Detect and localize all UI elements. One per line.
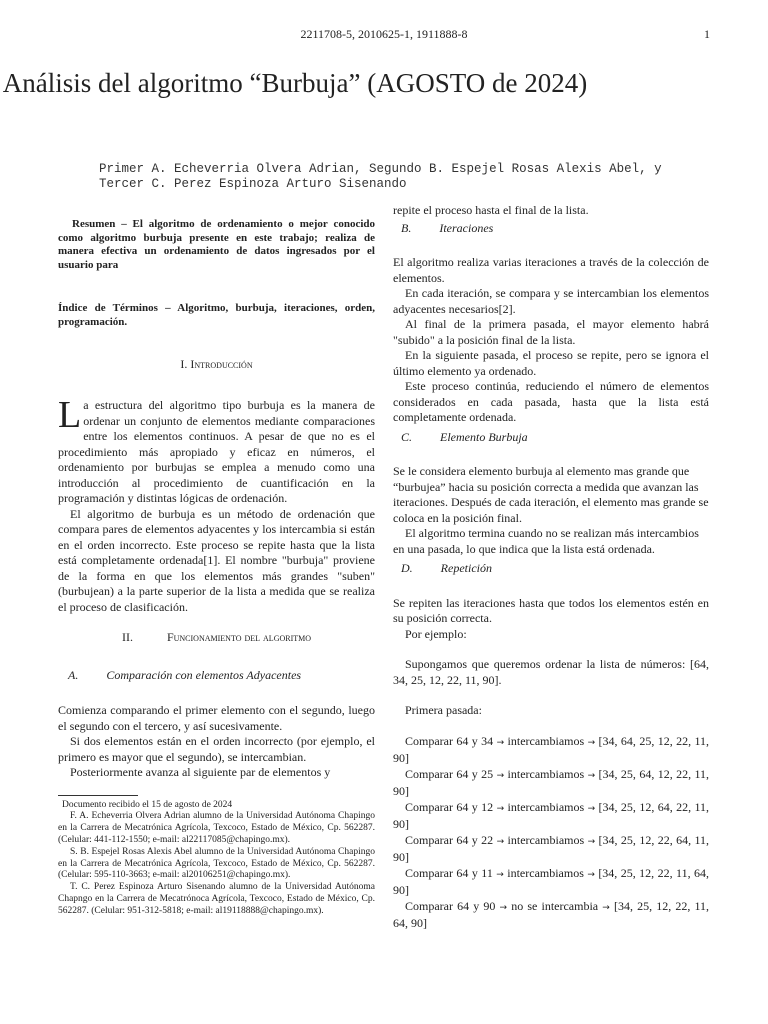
drop-cap: L	[58, 394, 82, 437]
pass-step: Comparar 64 y 90 → no se intercambia → [34, 25, 12, 22, 11, 64, 90]	[393, 898, 710, 930]
arrow-right-icon: →	[496, 803, 505, 814]
subsection-d-paragraph-2: Por ejemplo:	[405, 626, 467, 641]
first-pass-steps	[393, 734, 709, 932]
subsection-a-paragraph-3: Posteriormente avanza al siguiente par de elementos y	[70, 765, 331, 780]
arrow-right-icon: →	[496, 869, 504, 880]
arrow-right-icon: →	[587, 836, 596, 847]
arrow-right-icon: →	[496, 737, 505, 748]
subsection-a-continuation: repite el proceso hasta el final de la lista.	[393, 203, 589, 217]
section-number: I.	[180, 356, 188, 371]
pass-step: Comparar 64 y 22 → intercambiamos → [34, 25, 12, 22, 64, 11, 90]	[393, 832, 710, 864]
subsection-heading-c: C. Elemento Burbuja	[401, 429, 528, 444]
footnote-author-2: S. B. Espejel Rosas Alexis Abel alumno de la Universidad Autónoma Chapingo en la Carrera de Mecatrónica Agrícola, Texcoco, Estado de México, Cp. 562287. (Celular: 595-110-3663; e-mail: al20106251@chapingo.mx).	[58, 846, 375, 881]
page-number: 1	[704, 27, 710, 41]
pass-step: Comparar 64 y 12 → intercambiamos → [34, 25, 12, 64, 22, 11, 90]	[393, 799, 710, 831]
footnotes	[58, 800, 375, 918]
index-terms: Índice de Términos – Algoritmo, burbuja, iteraciones, orden, programación.	[58, 302, 375, 328]
subsection-heading-b: B. Iteraciones	[401, 220, 494, 235]
footnote-rule	[58, 795, 138, 796]
arrow-right-icon: →	[602, 902, 610, 913]
section-title: Funcionamiento del algoritmo	[166, 630, 312, 645]
arrow-right-icon: →	[496, 770, 505, 781]
subsection-d-paragraph-1: Se repiten las iteraciones hasta que todos los elementos estén en su posición correcta.	[393, 595, 709, 625]
subsection-b-paragraph-4: En la siguiente pasada, el proceso se repite, pero se ignora el último elemento ya ordenado.	[393, 348, 709, 378]
subsection-c-paragraph-2: El algoritmo termina cuando no se realizan más intercambios en una pasada, lo que indica que la lista está ordenada.	[393, 526, 699, 556]
first-pass-label: Primera pasada:	[405, 703, 482, 717]
subsection-d-paragraph-3: Supongamos que queremos ordenar la lista de números: [64, 34, 25, 12, 22, 11, 90].	[393, 657, 709, 687]
arrow-right-icon: →	[587, 869, 595, 880]
footnote-author-3: T. C. Perez Espinoza Arturo Sisenando alumno de la Universidad Autónoma Chapngo en la Carrera de Mecatrónoca Agrícola, Texcoco, Estado de México, Cp. 562287. (Celular: 951-312-5818; e-mail: al19118888@chapingo.mx).	[58, 882, 375, 916]
arrow-right-icon: →	[496, 836, 505, 847]
left-column	[58, 218, 375, 918]
pass-step: Comparar 64 y 25 → intercambiamos → [34, 25, 64, 12, 22, 11, 90]	[393, 766, 710, 798]
arrow-right-icon: →	[587, 803, 596, 814]
subsection-heading-d: D. Repetición	[401, 561, 492, 575]
subsection-heading-a: A. Comparación con elementos Adyacentes	[68, 667, 302, 682]
subsection-b-paragraph-3: Al final de la primera pasada, el mayor elemento habrá "subido" a la posición final de la lista.	[393, 317, 709, 347]
subsection-b-paragraph-1: El algoritmo realiza varias iteraciones a través de la colección de elementos.	[393, 255, 709, 285]
paper-title: Análisis del algoritmo “Burbuja” (AGOSTO de 2024)	[2, 68, 588, 98]
arrow-right-icon: →	[499, 902, 508, 913]
right-column	[393, 203, 709, 932]
subsection-b-paragraph-2: En cada iteración, se compara y se intercambian los elementos adyacentes necesarios[2].	[393, 286, 709, 316]
authors: Primer A. Echeverria Olvera Adrian, Segundo B. Espejel Rosas Alexis Abel, y Tercer C. Perez Espinoza Arturo Sisenando	[99, 162, 662, 191]
footnote-author-1: F. A. Echeverria Olvera Adrian alumno de la Universidad Autónoma Chapingo en la Carrera de Mecatrónica Agrícola, Texcoco, Estado de México, Cp. 562287. (Celular: 441-112-1550; e-mail: al22117085@chapingo.mx).	[58, 811, 375, 845]
subsection-b-paragraph-5: Este proceso continúa, reduciendo el número de elementos considerados en cada pasada, hasta que la lista está completamente ordenada.	[393, 379, 709, 424]
section-title: Introducción	[190, 356, 253, 371]
section-heading-funcionamiento	[58, 630, 375, 646]
abstract: Resumen – El algoritmo de ordenamiento o mejor conocido como algoritmo burbuja presente en este trabajo; realiza de manera efectiva un ordenamiento de datos ingresados por el usuario para	[58, 218, 375, 271]
arrow-right-icon: →	[587, 737, 596, 748]
footnote-received: Documento recibido el 15 de agosto de 2024	[62, 799, 233, 810]
pass-step: Comparar 64 y 11 → intercambiamos → [34, 25, 12, 22, 11, 64, 90]	[393, 865, 710, 897]
subsection-a-paragraph-2: Si dos elementos están en el orden incorrecto (por ejemplo, el primero es mayor que el segundo), se intercambian.	[58, 734, 375, 764]
header-ids: 2211708-5, 2010625-1, 1911888-8	[300, 27, 468, 41]
intro-paragraph-2: El algoritmo de burbuja es un método de ordenación que compara pares de elementos adyacentes y los intercambia si están en el orden incorrecto. Este proceso se repite hasta que la lista está completamente ordenada[1]. El nombre "burbuja" proviene de la forma en que los elementos más grandes "suben" (burbujean) a la parte superior de la lista a medida que se realiza el proceso de clasificación.	[58, 506, 375, 614]
arrow-right-icon: →	[587, 770, 596, 781]
intro-paragraph-1: La estructura del algoritmo tipo burbuja es la manera de ordenar un conjunto de elementos mediante comparaciones entre los elementos continuos. A pesar de que no es el procedimiento más apropiado y eficaz en números, el ordenamiento por burbujas se emplea a menudo como una introducción al procedimiento de cuantificación en la programación y distintas lógicas de ordenación.	[58, 394, 375, 506]
subsection-a-paragraph-1: Comienza comparando el primer elemento con el segundo, luego el segundo con el tercero, y así sucesivamente.	[58, 703, 375, 733]
pass-step: Comparar 64 y 34 → intercambiamos → [34, 64, 25, 12, 22, 11, 90]	[393, 733, 710, 765]
subsection-c-paragraph-1: Se le considera elemento burbuja al elemento mas grande que “burbujea” hacia su posición correcta a medida que avanzan las iteraciones. Después de cada iteración, el elemento mas grande se coloca en la posición final.	[393, 464, 709, 525]
section-number: II.	[121, 630, 133, 645]
section-heading-introduccion	[58, 357, 375, 373]
